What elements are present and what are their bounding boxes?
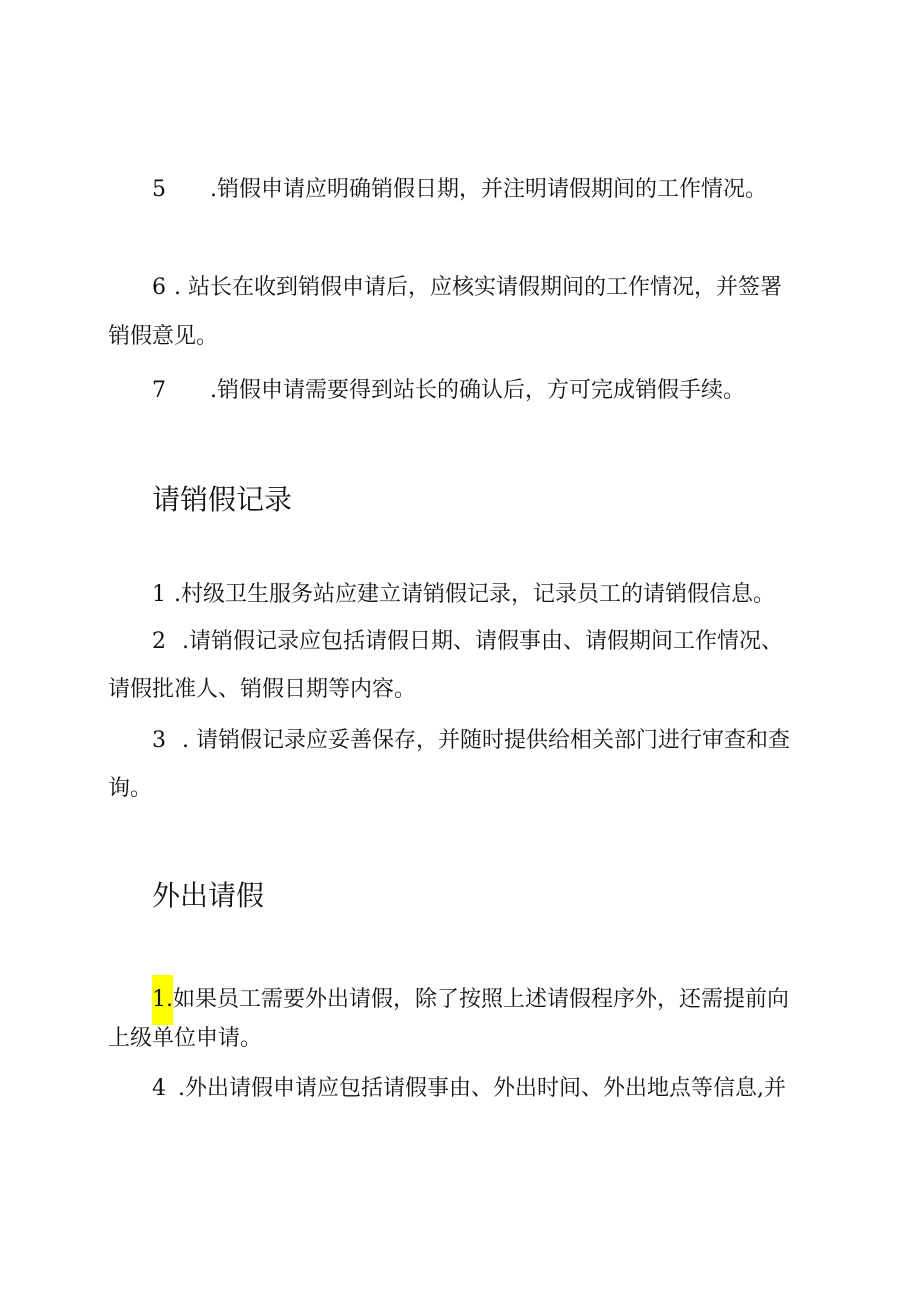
item-number: 6 — [152, 275, 166, 300]
item-number-highlighted: 1. — [152, 975, 173, 1025]
item-number: 7 — [152, 378, 166, 403]
item-text: .外出请假申请应包括请假事由、外出时间、外出地点等信息,并 — [178, 1076, 786, 1101]
list-item — [152, 975, 789, 1025]
list-item — [152, 580, 775, 610]
item-number: 3 — [152, 728, 166, 753]
list-item — [152, 273, 782, 303]
list-item — [152, 175, 767, 205]
item-continuation: 销假意见。 — [108, 324, 219, 349]
item-text: .销假申请需要得到站长的确认后，方可完成销假手续。 — [210, 378, 745, 403]
item-continuation: 询。 — [108, 776, 153, 801]
section-heading-record: 请销假记录 — [152, 483, 293, 516]
item-text: .村级卫生服务站应建立请销假记录，记录员工的请销假信息。 — [174, 582, 775, 607]
item-number: 4 — [152, 1076, 166, 1101]
item-number: 2 — [152, 629, 166, 654]
item-continuation: 请假批准人、销假日期等内容。 — [108, 677, 417, 702]
item-number: 1 — [152, 582, 166, 607]
list-item — [152, 726, 790, 756]
item-text: . 站长在收到销假申请后，应核实请假期间的工作情况，并签署 — [174, 275, 782, 300]
item-text: 如果员工需要外出请假，除了按照上述请假程序外，还需提前向 — [173, 987, 790, 1012]
item-text: . 请销假记录应妥善保存，并随时提供给相关部门进行审查和查 — [182, 728, 790, 753]
item-text: .请销假记录应包括请假日期、请假事由、请假期间工作情况、 — [182, 629, 783, 654]
section-heading-out: 外出请假 — [152, 879, 265, 912]
item-continuation: 上级单位申请。 — [108, 1026, 263, 1051]
list-item — [152, 1074, 786, 1104]
item-text: .销假申请应明确销假日期，并注明请假期间的工作情况。 — [210, 177, 767, 202]
item-number: 5 — [152, 177, 166, 202]
list-item — [152, 627, 783, 657]
list-item — [152, 376, 745, 406]
